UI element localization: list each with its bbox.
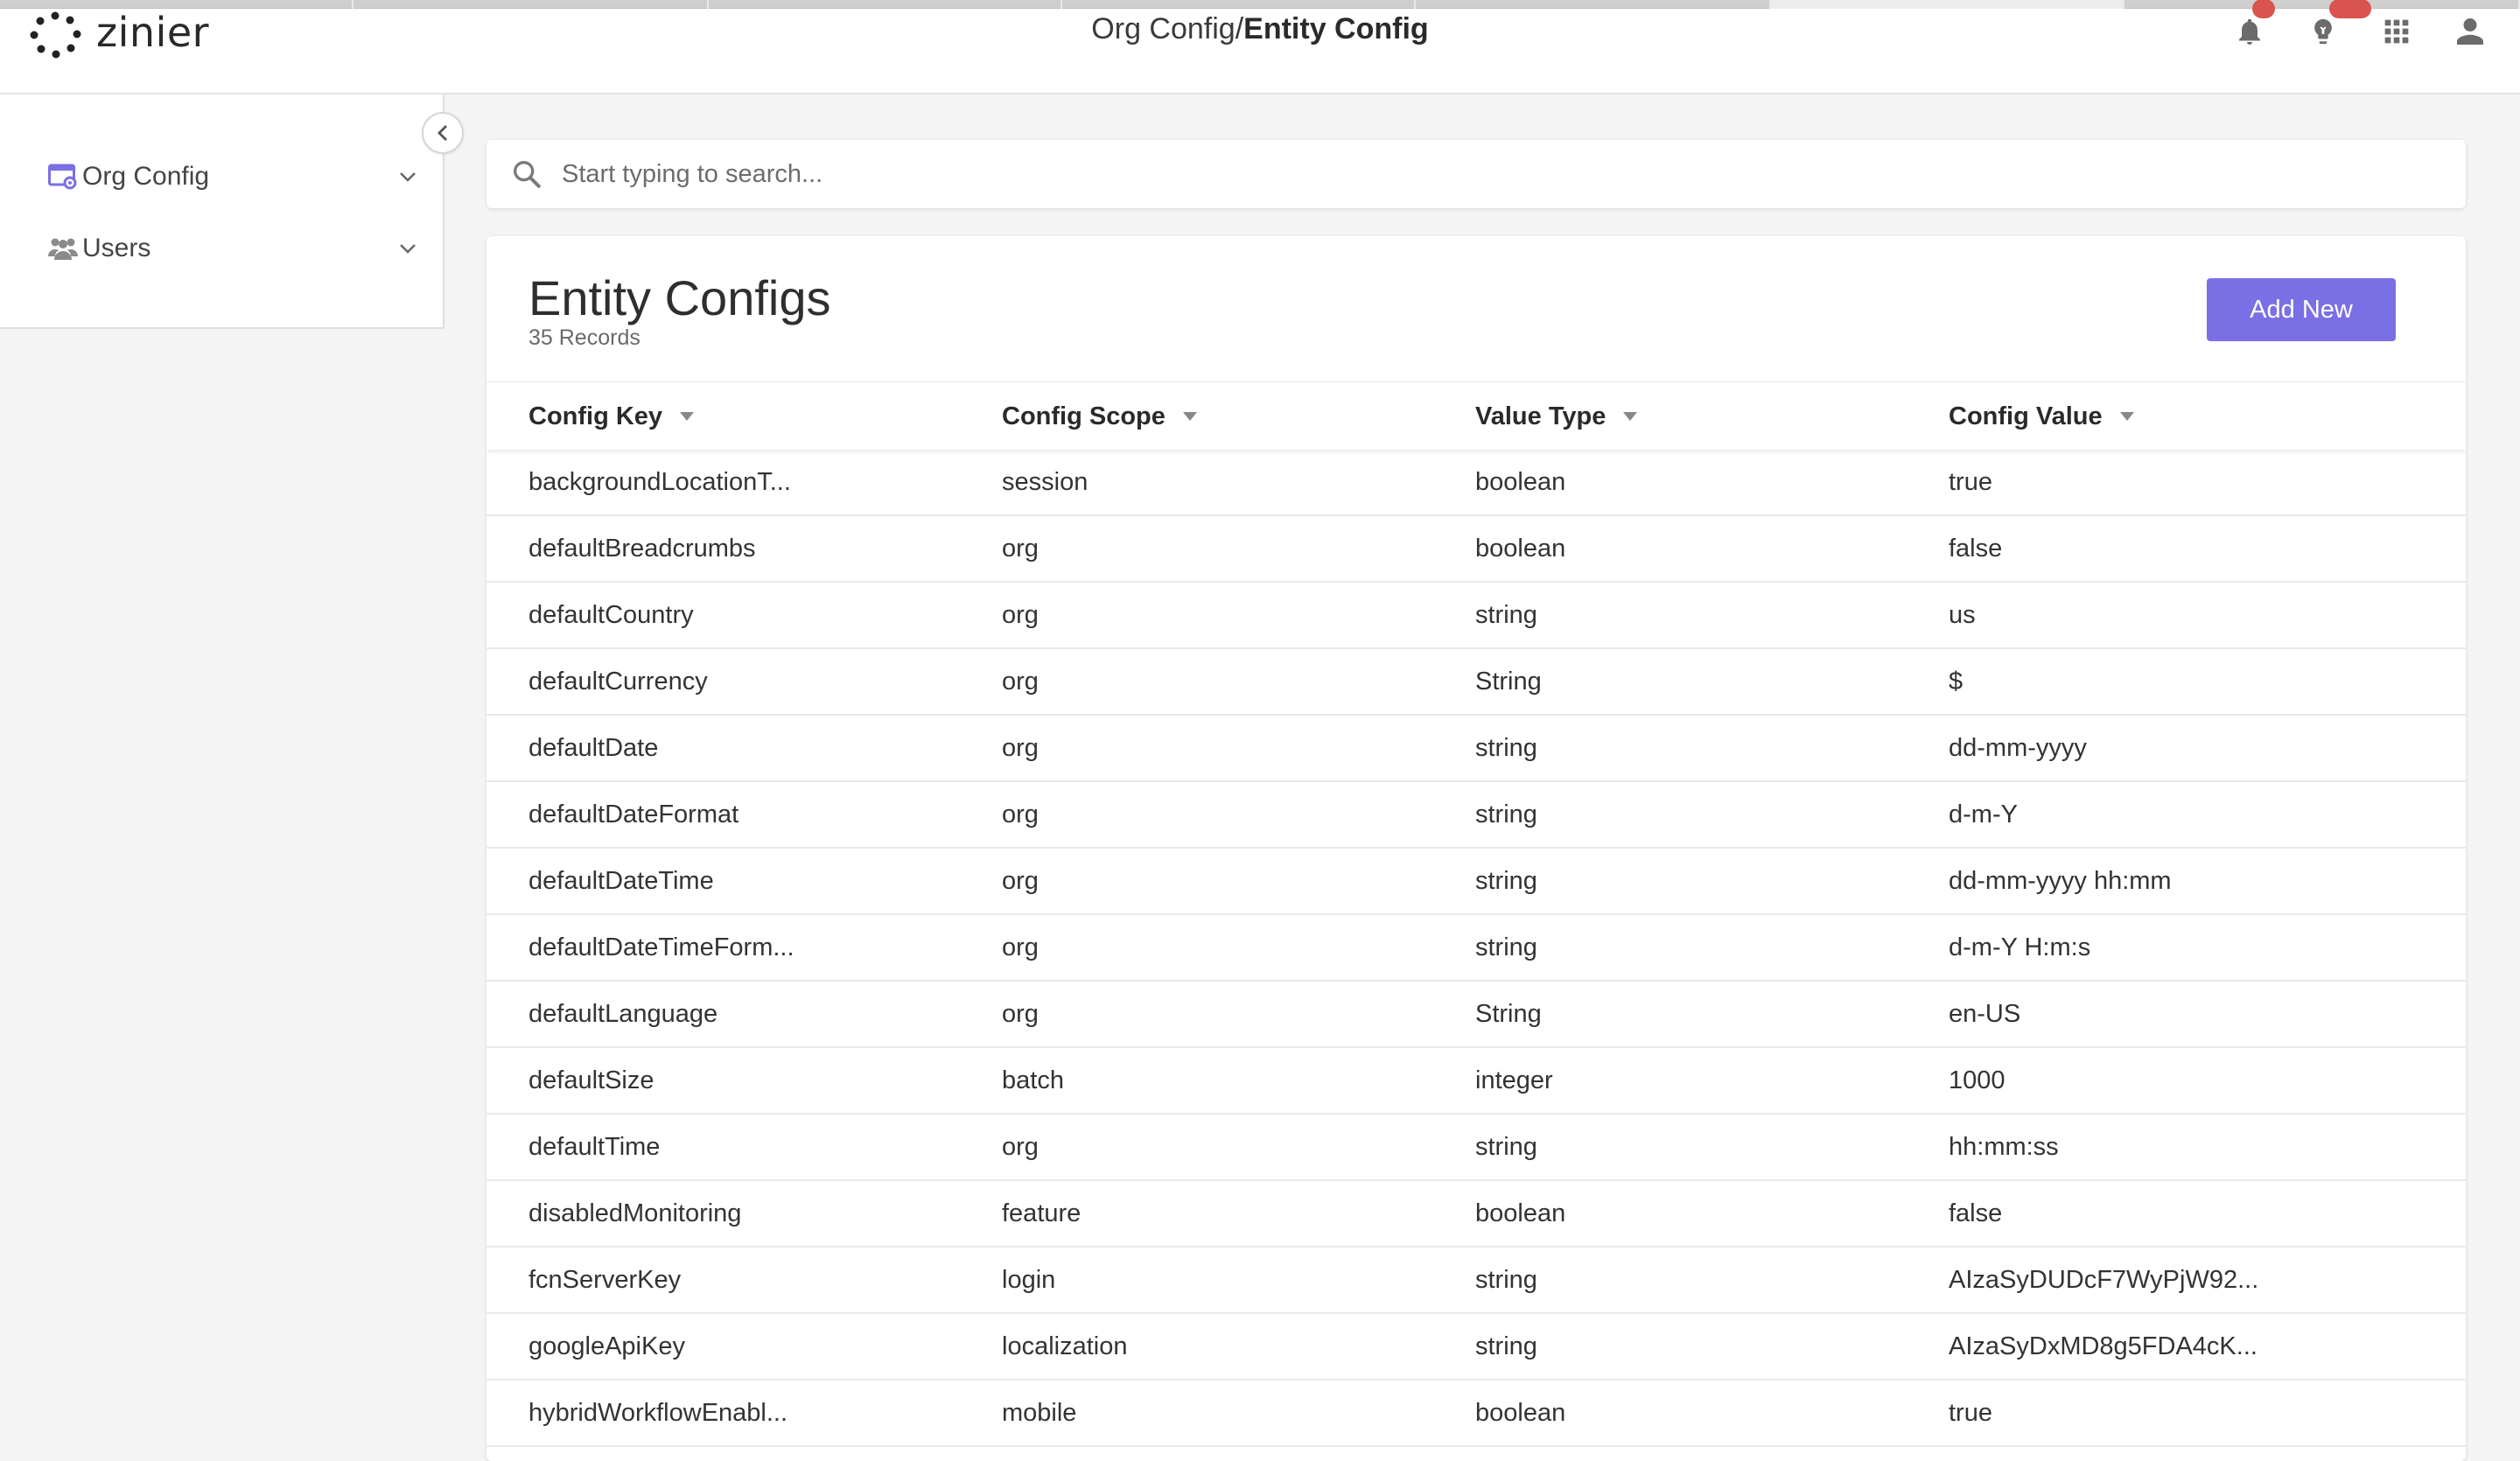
cell-value-type: string xyxy=(1475,601,1537,629)
cell-config-value: hh:mm:ss xyxy=(1949,1133,2059,1161)
cell-config-key: defaultTime xyxy=(528,1133,661,1161)
lightbulb-icon xyxy=(2308,14,2338,49)
cell-config-value: $ xyxy=(1949,668,1964,696)
cell-config-scope: feature xyxy=(1002,1199,1082,1227)
cell-config-scope: org xyxy=(1002,867,1039,895)
table-row[interactable] xyxy=(486,782,2466,849)
sidebar xyxy=(0,94,444,329)
cell-config-key: defaultDate xyxy=(528,734,659,762)
cell-value-type: boolean xyxy=(1475,535,1566,563)
column-header-label: Config Key xyxy=(528,402,663,430)
notification-badge xyxy=(2252,0,2275,18)
cell-config-value: d-m-Y H:m:s xyxy=(1949,933,2091,961)
column-header-label: Value Type xyxy=(1475,402,1606,430)
cell-config-scope: org xyxy=(1002,601,1039,629)
table-row[interactable] xyxy=(486,915,2466,982)
users-icon xyxy=(47,233,79,264)
cell-config-scope: session xyxy=(1002,468,1088,496)
collapse-sidebar-button[interactable] xyxy=(422,112,464,154)
column-header-value-type[interactable] xyxy=(1475,382,1639,451)
cell-value-type: boolean xyxy=(1475,1199,1566,1227)
cell-config-scope: org xyxy=(1002,933,1039,961)
browser-tab-strip xyxy=(0,0,2520,9)
cell-value-type: string xyxy=(1475,1133,1537,1161)
cell-config-key: defaultCurrency xyxy=(528,668,708,696)
column-header-label: Config Value xyxy=(1949,402,2103,430)
breadcrumb-parent[interactable]: Org Config/ xyxy=(1091,12,1244,45)
cell-config-value: true xyxy=(1949,1399,1992,1427)
chevron-down-icon[interactable] xyxy=(392,233,424,264)
table-row[interactable] xyxy=(486,583,2466,649)
column-header-config-key[interactable] xyxy=(528,382,696,451)
table-row[interactable] xyxy=(486,1115,2466,1181)
apps-button[interactable] xyxy=(2380,15,2413,48)
apps-grid-icon xyxy=(2383,17,2411,45)
table-row[interactable] xyxy=(486,716,2466,782)
cell-value-type: string xyxy=(1475,800,1537,828)
page-title: Entity Configs xyxy=(528,270,831,325)
cell-config-value: AIzaSyDUDcF7WyPjW92... xyxy=(1949,1266,2259,1294)
cell-config-value: en-US xyxy=(1949,1000,2021,1028)
tips-badge xyxy=(2329,0,2371,18)
cell-value-type: string xyxy=(1475,933,1537,961)
cell-value-type: string xyxy=(1475,1266,1537,1294)
table-header xyxy=(486,381,2466,450)
notifications-button[interactable] xyxy=(2233,15,2266,48)
table-row[interactable] xyxy=(486,649,2466,716)
table-row[interactable] xyxy=(486,1181,2466,1248)
cell-config-key: disabledMonitoring xyxy=(528,1199,742,1227)
table-row[interactable] xyxy=(486,1381,2466,1447)
cell-config-scope: org xyxy=(1002,734,1039,762)
cell-value-type: string xyxy=(1475,1332,1537,1360)
logo-text: zinier xyxy=(96,9,210,56)
table-row[interactable] xyxy=(486,1048,2466,1115)
cell-config-value: 1000 xyxy=(1949,1066,2006,1094)
bell-icon xyxy=(2234,15,2265,48)
cell-value-type: boolean xyxy=(1475,468,1566,496)
sidebar-item-users[interactable] xyxy=(47,222,424,275)
cell-value-type: integer xyxy=(1475,1066,1553,1094)
tab-segment xyxy=(1416,0,1771,9)
sort-down-icon[interactable] xyxy=(1181,408,1199,425)
cell-config-scope: org xyxy=(1002,535,1039,563)
cell-config-value: false xyxy=(1949,1199,2003,1227)
tab-segment xyxy=(1771,0,2124,9)
column-header-config-scope[interactable] xyxy=(1002,382,1199,451)
cell-config-value: d-m-Y xyxy=(1949,800,2018,828)
cell-config-scope: org xyxy=(1002,668,1039,696)
breadcrumb xyxy=(0,12,2520,46)
tab-segment xyxy=(354,0,709,9)
table-row[interactable] xyxy=(486,849,2466,915)
cell-config-value: dd-mm-yyyy xyxy=(1949,734,2087,762)
sort-down-icon[interactable] xyxy=(2118,408,2136,425)
cell-config-scope: localization xyxy=(1002,1332,1128,1360)
table-row[interactable] xyxy=(486,1248,2466,1314)
cell-config-scope: login xyxy=(1002,1266,1056,1294)
table-row[interactable] xyxy=(486,516,2466,583)
chevron-left-icon xyxy=(436,123,450,143)
app-header xyxy=(0,9,2520,94)
tab-segment xyxy=(2124,0,2520,9)
cell-config-scope: org xyxy=(1002,1133,1039,1161)
table-row[interactable] xyxy=(486,982,2466,1048)
cell-value-type: string xyxy=(1475,734,1537,762)
sidebar-item-label: Users xyxy=(82,234,151,262)
user-icon xyxy=(2454,16,2486,47)
cell-config-key: defaultLanguage xyxy=(528,1000,718,1028)
cell-value-type: String xyxy=(1475,1000,1542,1028)
entity-configs-card xyxy=(486,236,2466,1461)
cell-config-value: false xyxy=(1949,535,2003,563)
column-header-label: Config Scope xyxy=(1002,402,1166,430)
tips-button[interactable] xyxy=(2306,15,2340,48)
table-row[interactable] xyxy=(486,1314,2466,1381)
cell-config-key: defaultDateTime xyxy=(528,867,714,895)
sort-down-icon[interactable] xyxy=(678,408,696,425)
cell-config-scope: batch xyxy=(1002,1066,1064,1094)
sidebar-item-org-config[interactable] xyxy=(47,150,424,203)
cell-value-type: String xyxy=(1475,668,1542,696)
cell-config-scope: org xyxy=(1002,1000,1039,1028)
search-bar xyxy=(486,140,2466,208)
header-actions xyxy=(2233,9,2487,54)
org-config-icon xyxy=(47,161,79,192)
cell-config-key: defaultDateTimeForm... xyxy=(528,933,794,961)
cell-value-type: string xyxy=(1475,867,1537,895)
search-icon xyxy=(509,157,544,192)
column-header-config-value[interactable] xyxy=(1949,382,2136,451)
breadcrumb-current: Entity Config xyxy=(1243,12,1429,45)
search-input[interactable] xyxy=(562,149,2443,199)
add-new-button[interactable]: Add New xyxy=(2207,278,2396,341)
cell-config-value: AIzaSyDxMD8g5FDA4cK... xyxy=(1949,1332,2258,1360)
cell-config-key: defaultBreadcrumbs xyxy=(528,535,756,563)
cell-value-type: boolean xyxy=(1475,1399,1566,1427)
chevron-down-icon[interactable] xyxy=(392,161,424,192)
cell-config-key: backgroundLocationT... xyxy=(528,468,791,496)
tab-segment xyxy=(1062,0,1416,9)
cell-config-value: dd-mm-yyyy hh:mm xyxy=(1949,867,2172,895)
sidebar-item-label: Org Config xyxy=(82,162,210,191)
cell-config-key: googleApiKey xyxy=(528,1332,685,1360)
tab-segment xyxy=(0,0,354,9)
cell-config-key: defaultCountry xyxy=(528,601,694,629)
cell-config-value: true xyxy=(1949,468,1992,496)
cell-config-scope: mobile xyxy=(1002,1399,1077,1427)
cell-config-key: hybridWorkflowEnabl... xyxy=(528,1399,788,1427)
table-row[interactable] xyxy=(486,450,2466,516)
cell-config-scope: org xyxy=(1002,800,1039,828)
records-count: 35 Records xyxy=(528,325,640,350)
sort-down-icon[interactable] xyxy=(1621,408,1639,425)
cell-config-key: defaultDateFormat xyxy=(528,800,739,828)
cell-config-value: us xyxy=(1949,601,1976,629)
profile-button[interactable] xyxy=(2454,15,2487,48)
table-body xyxy=(486,450,2466,1447)
cell-config-key: defaultSize xyxy=(528,1066,654,1094)
tab-segment xyxy=(709,0,1062,9)
cell-config-key: fcnServerKey xyxy=(528,1266,682,1294)
